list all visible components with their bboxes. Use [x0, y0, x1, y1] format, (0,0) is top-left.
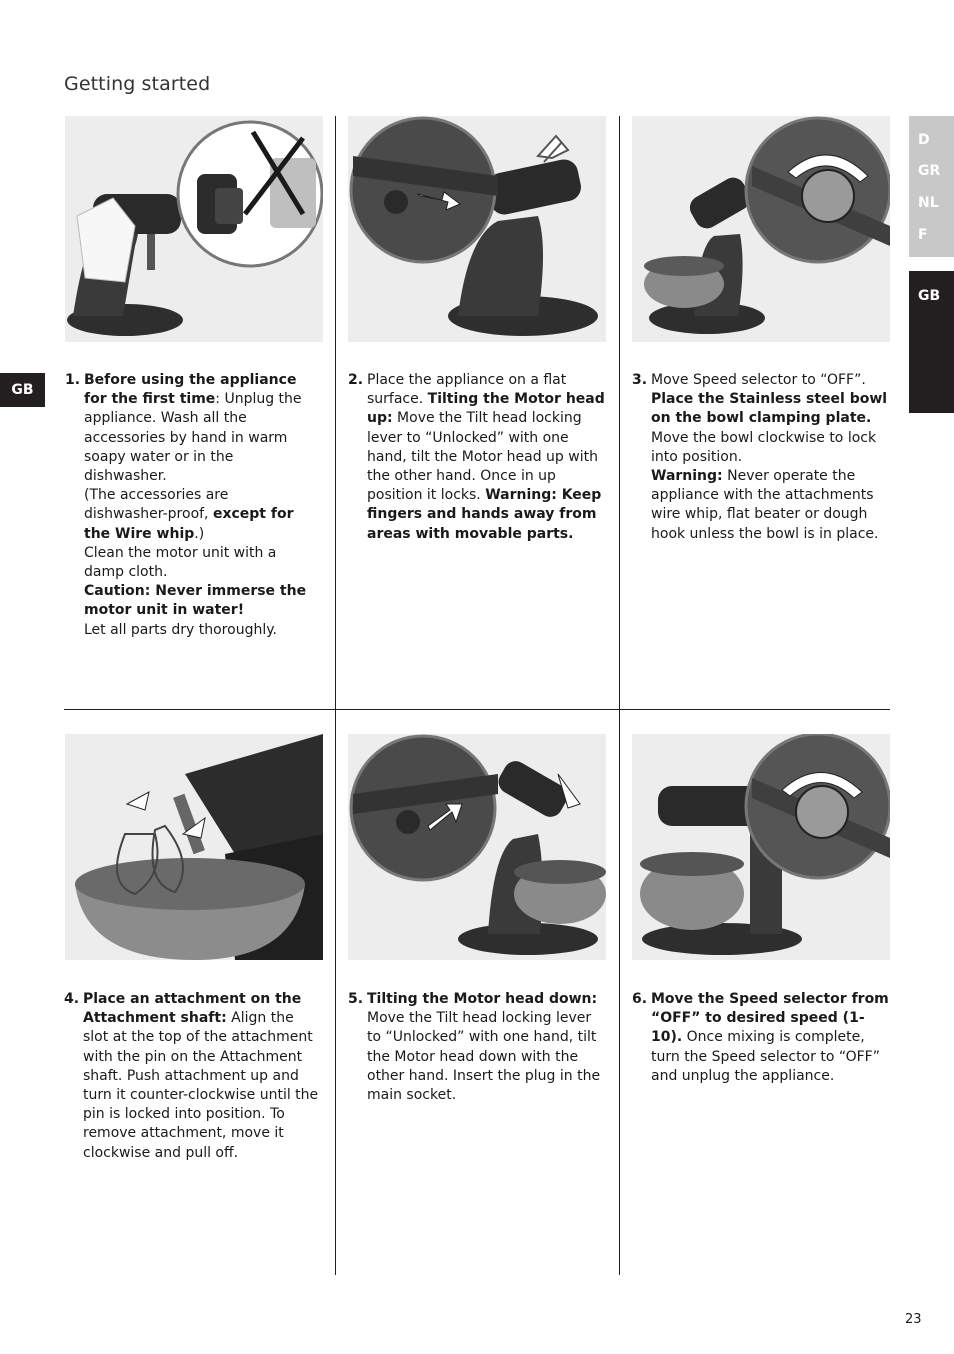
column-divider [619, 709, 620, 1275]
step-text [84, 371, 309, 640]
language-tab-group [909, 116, 954, 257]
row-divider [64, 709, 890, 710]
step-heading: Tilting the Motor head up: [367, 391, 605, 427]
step-text [367, 990, 606, 1105]
page-number: 23 [905, 1312, 922, 1327]
page-title: Getting started [64, 73, 211, 95]
language-tab-d[interactable]: D [918, 132, 930, 148]
step-text [651, 990, 890, 1086]
step-body: Clean the motor unit with a damp cloth. [84, 544, 277, 581]
step-text [651, 371, 890, 544]
attach-whisk-illustration [65, 734, 323, 960]
step-number: 6. [632, 991, 648, 1007]
language-tab-gr[interactable]: GR [918, 163, 941, 179]
step-body: Let all parts dry thoroughly. [84, 621, 277, 638]
language-tab-f[interactable]: F [918, 227, 928, 243]
step-number: 4. [64, 991, 80, 1007]
step-heading: Before using the appliance for the first time [84, 372, 297, 408]
step-text [367, 371, 606, 544]
step-body: .) [194, 525, 205, 542]
step-caution: Caution: Never immerse the motor unit in water! [84, 583, 307, 619]
tilt-head-up-illustration [348, 116, 606, 342]
language-tab-nl[interactable]: NL [918, 195, 939, 211]
step-6 [632, 990, 890, 1086]
step-warning: Warning: [651, 468, 723, 485]
column-divider [335, 116, 336, 710]
step-body: Move the Tilt head locking lever to “Unlocked” with one hand, tilt the Motor head up with the other hand. Once in up position it locks. [367, 410, 598, 504]
step-3 [632, 371, 890, 544]
step-body: (The accessories are dishwasher-proof, [84, 487, 229, 523]
step-number: 1. [65, 372, 81, 388]
speed-selector-illustration [632, 734, 890, 960]
step-heading: Place the Stainless steel bowl on the bowl clamping plate. [651, 391, 888, 427]
language-tab-gb-left[interactable]: GB [0, 373, 45, 407]
step-body: Place the appliance on a flat surface. [367, 372, 567, 408]
step-text [83, 990, 322, 1163]
language-tab-gb-active[interactable] [909, 271, 954, 413]
bowl-clamp-illustration [632, 116, 890, 342]
step-body: : Unplug the appliance. Wash all the accessories by hand in warm soapy water or in the dishwasher. [84, 391, 302, 485]
step-emphasis: except for the Wire whip [84, 506, 294, 542]
step-body: Once mixing is complete, turn the Speed selector to “OFF” and unplug the appliance. [651, 1029, 880, 1084]
step-4 [64, 990, 322, 1163]
column-divider [335, 709, 336, 1275]
tilt-head-down-illustration [348, 734, 606, 960]
step-body: Never operate the appliance with the attachments wire whip, flat beater or dough hook unless the bowl is in place. [651, 468, 879, 542]
step-1 [65, 371, 309, 640]
column-divider [619, 116, 620, 710]
step-body: Move Speed selector to “OFF”. [651, 372, 866, 388]
step-number: 5. [348, 991, 364, 1007]
step-body: Align the slot at the top of the attachment with the pin on the Attachment shaft. Push attachment up and turn it counter-clockwise until the pin is locked into position. To remove attachment, move it clockwise and pull off. [83, 1010, 319, 1161]
step-heading: Tilting the Motor head down: [367, 991, 598, 1007]
step-heading: Move the Speed selector from “OFF” to desired speed (1-10). [651, 991, 889, 1046]
step-5 [348, 990, 606, 1105]
step-body: Move the Tilt head locking lever to “Unlocked” with one hand, tilt the Motor head down with the other hand. Insert the plug in the main socket. [367, 1010, 601, 1104]
step-heading: Place an attachment on the Attachment shaft: [83, 991, 302, 1027]
step-body: Move the bowl clockwise to lock into position. [651, 429, 877, 465]
language-tab-gb-label: GB [918, 288, 941, 304]
step-warning: Warning: Keep fingers and hands away from areas with movable parts. [367, 487, 602, 542]
step-number: 2. [348, 372, 364, 388]
step-2 [348, 371, 606, 544]
unplug-and-wipe-illustration [65, 116, 323, 342]
step-number: 3. [632, 372, 648, 388]
